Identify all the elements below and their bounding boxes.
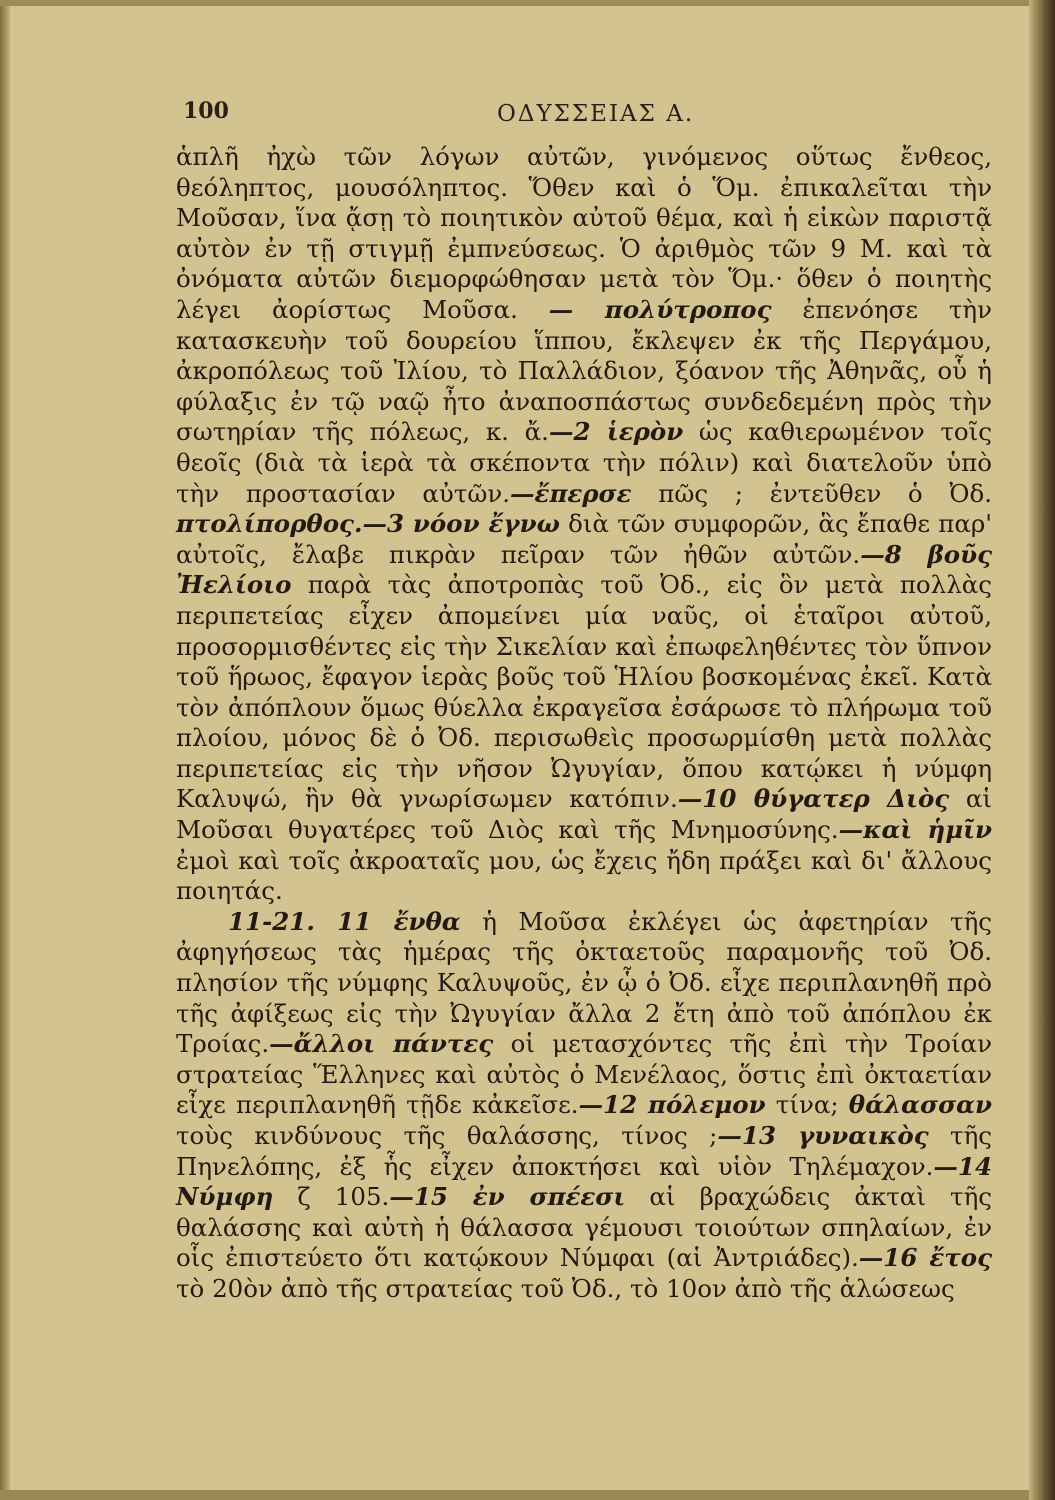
text-run: ἐπενόησε τὴν κατασκευὴν τοῦ δουρείου ἵππου, ἔκλεψεν ἐκ τῆς Περγάμου, ἀκροπόλεως τοῦ Ἰλίου, τὸ Παλλάδιον, ξόανον τῆς Ἀθηνᾶς, οὗ ἡ φύλαξις ἐν τῷ ναῷ ἦτο ἀναποσπάστως συνδεδεμένη πρὸς τὴν σωτηρίαν τῆς πόλεως, κ. ἄ.: [176, 294, 992, 447]
text-run: οἱ μετασχόντες τῆς ἐπὶ τὴν Τροίαν στρατείας Ἕλληνες καὶ αὐτὸς ὁ Μενέλαος, ὅστις ἐπὶ ὀκταετίαν εἶχε περιπλανηθῆ τῇδε κἀκεῖσε.: [176, 1029, 992, 1120]
lemma: πτολίπορθος.—3 νόον ἔγνω: [176, 509, 560, 539]
text-run: ζ 105.: [273, 1182, 390, 1212]
lemma: —14 Νύμφη: [176, 1151, 992, 1212]
lemma: — πολύτροπος: [548, 294, 772, 324]
lemma: —8 βοῦς Ἠελίοιο: [176, 539, 992, 600]
lemma: —καὶ ἡμῖν: [838, 815, 992, 845]
page-number: 100: [183, 98, 229, 124]
running-head: ΟΔΥΣΣΕΙΑΣ Α.: [497, 101, 695, 127]
text-run: διὰ τῶν συμφορῶν, ἃς ἔπαθε παρ' αὐτοῖς, ἔλαβε πικρὰν πεῖραν τῶν ἠθῶν αὐτῶν.: [176, 509, 992, 569]
paragraph-1: [176, 142, 992, 907]
text-run: τῆς Πηνελόπης, ἐξ ἧς εἶχεν ἀποκτήσει καὶ υἱὸν Τηλέμαχον.: [176, 1121, 992, 1181]
text-run: ὡς καθιερωμένον τοῖς θεοῖς (διὰ τὰ ἱερὰ τὰ σκέποντα τὴν πόλιν) καὶ διατελοῦν ὑπὸ τὴν προστασίαν αὐτῶν.: [176, 417, 992, 508]
text-run: παρὰ τὰς ἀποτροπὰς τοῦ Ὀδ., εἰς ὃν μετὰ πολλὰς περιπετείας εἶχεν ἀπομείνει μία ναῦς, οἱ ἑταῖροι αὐτοῦ, προσορμισθέντες εἰς τὴν Σικελίαν καὶ ἐπωφεληθέντες τὸν ὕπνον τοῦ ἥρωος, ἔφαγον ἱερὰς βοῦς τοῦ Ἡλίου βοσκομένας ἐκεῖ. Κατὰ τὸν ἀπόπλουν ὅμως θύελλα ἐκραγεῖσα ἐσάρωσε τὸ πλήρωμα τοῦ πλοίου, μόνος δὲ ὁ Ὀδ. περισωθεὶς προσωρμίσθη μετὰ πολλὰς περιπετείας εἰς τὴν νῆσον Ὠγυγίαν, ὅπου κατῴκει ἡ νύμφη Καλυψώ, ἣν θὰ γνωρίσωμεν κατόπιν.: [176, 570, 992, 814]
text-run: τὸ 20ὸν ἀπὸ τῆς στρατείας τοῦ Ὀδ., τὸ 10ον ἀπὸ τῆς ἁλώσεως: [176, 1273, 955, 1303]
commentary-text: [176, 142, 992, 1305]
text-run: ἡ Μοῦσα ἐκλέγει ὡς ἀφετηρίαν τῆς ἀφηγήσεως τὰς ἡμέρας τῆς ὀκταετοῦς παραμονῆς τοῦ Ὀδ. πλησίον τῆς νύμφης Καλυψοῦς, ἐν ᾧ ὁ Ὀδ. εἶχε περιπλανηθῆ πρὸ τῆς ἀφίξεως εἰς τὴν Ὠγυγίαν ἄλλα 2 ἔτη ἀπὸ τοῦ ἀπόπλου ἐκ Τροίας.: [176, 906, 992, 1059]
text-run: τίνα;: [765, 1090, 849, 1120]
lemma: —16 ἔτος: [858, 1243, 992, 1273]
lemma: 11-21. 11 ἔνθα: [228, 906, 461, 936]
lemma: —12 πόλεμον: [578, 1090, 766, 1120]
lemma: —15 ἐν σπέεσι: [389, 1182, 626, 1212]
text-run: ἁπλῆ ἠχὼ τῶν λόγων αὐτῶν, γινόμενος οὕτως ἔνθεος, θεόληπτος, μουσόληπτος. Ὅθεν καὶ ὁ Ὅμ. ἐπικαλεῖται τὴν Μοῦσαν, ἵνα ᾄσῃ τὸ ποιητικὸν αὐτοῦ θέμα, καὶ ἡ εἰκὼν παριστᾷ αὐτὸν ἐν τῇ στιγμῇ ἐμπνεύσεως. Ὁ ἀριθμὸς τῶν 9 Μ. καὶ τὰ ὀνόματα αὐτῶν διεμορφώθησαν μετὰ τὸν Ὅμ.· ὅθεν ὁ ποιητὴς λέγει ἀορίστως Μοῦσα.: [176, 142, 992, 324]
page-top-edge: [0, 0, 1055, 6]
lemma: θάλασσαν: [848, 1090, 992, 1120]
lemma: —10 θύγατερ Διὸς: [677, 784, 950, 814]
lemma: —ἄλλοι πάντες: [269, 1029, 494, 1059]
lemma: —13 γυναικὸς: [717, 1121, 929, 1150]
text-run: αἱ Μοῦσαι θυγατέρες τοῦ Διὸς καὶ τῆς Μνημοσύνης.: [176, 784, 992, 845]
text-run: πῶς ; ἐντεῦθεν ὁ Ὀδ.: [631, 478, 993, 508]
lemma: —2 ἱερὸν: [548, 417, 684, 447]
paragraph-2: [176, 907, 992, 1305]
text-run: τοὺς κινδύνους τῆς θαλάσσης, τίνος ;: [176, 1121, 718, 1150]
page-bottom-edge: [0, 1490, 1055, 1500]
text-run: ἐμοὶ καὶ τοῖς ἀκροαταῖς μου, ὡς ἔχεις ἤδη πράξει καὶ δι' ἄλλους ποιητάς.: [176, 845, 992, 906]
text-run: αἱ βραχώδεις ἀκταὶ τῆς θαλάσσης καὶ αὐτὴ ἡ θάλασσα γέμουσι τοιούτων σπηλαίων, ἐν οἷς ἐπιστεύετο ὅτι κατῴκουν Νύμφαι (αἱ Ἀντριάδες).: [176, 1182, 992, 1273]
lemma: —ἔπερσε: [510, 478, 632, 508]
